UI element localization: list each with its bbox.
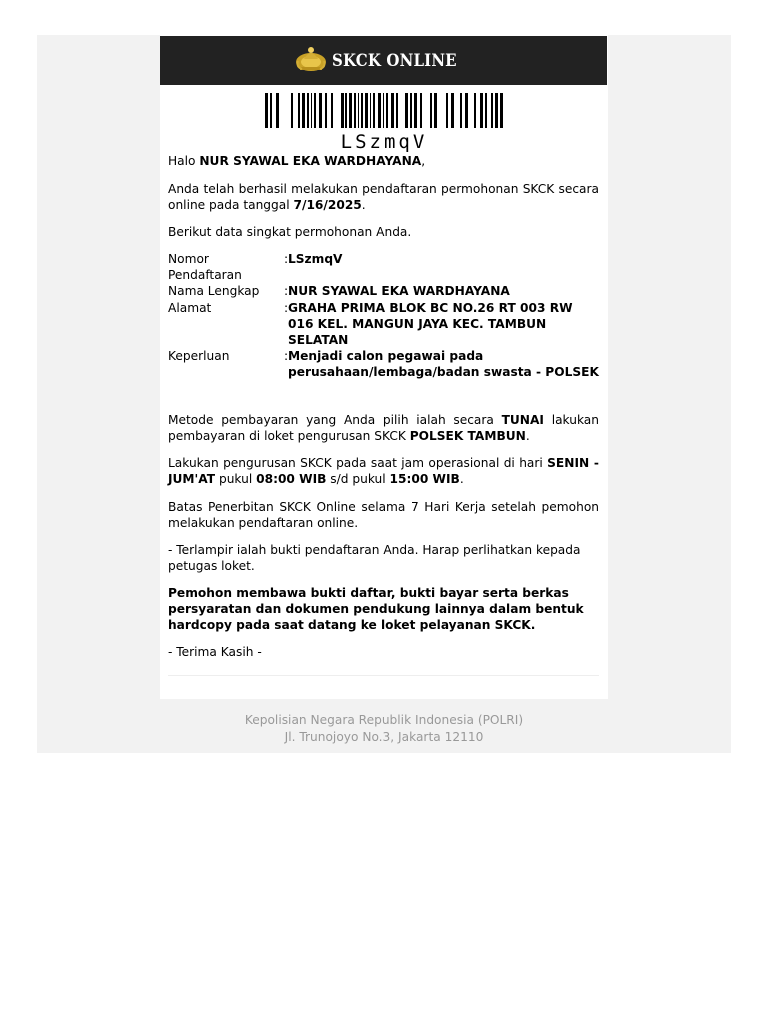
footer-address: Jl. Trunojoyo No.3, Jakarta 12110 (284, 729, 484, 744)
detail-row-address: Alamat : GRAHA PRIMA BLOK BC NO.26 RT 003 RW 016 KEL. MANGUN JAYA KEC. TAMBUN SELATAN (168, 300, 573, 348)
footer-org: Kepolisian Negara Republik Indonesia (POLRI) (244, 713, 524, 727)
greeting: Halo NUR SYAWAL EKA WARDHAYANA, (168, 154, 426, 168)
registration-details (168, 251, 599, 381)
police-emblem-icon (294, 45, 328, 77)
deadline-paragraph: Batas Penerbitan SKCK Online selama 7 Hari Kerja setelah pemohon melakukan pendaftaran online. (168, 500, 599, 531)
applicant-name: NUR SYAWAL EKA WARDHAYANA (199, 154, 422, 168)
bring-documents-note: Pemohon membawa bukti daftar, bukti bayar serta berkas persyaratan dan dokumen pendukung lainnya dalam bentuk hardcopy pada saat datang ke loket pelayanan SKCK. (168, 586, 584, 633)
email-card (160, 35, 608, 699)
closing-text: - Terima Kasih - (168, 645, 262, 659)
intro-paragraph: Anda telah berhasil melakukan pendaftaran permohonan SKCK secara online pada tanggal 7/16/2025. (168, 182, 599, 213)
detail-row-name: Nama Lengkap : NUR SYAWAL EKA WARDHAYANA (168, 284, 510, 299)
header-banner (160, 36, 607, 85)
registration-date: 7/16/2025 (293, 198, 362, 213)
hours-paragraph: Lakukan pengurusan SKCK pada saat jam operasional di hari SENIN - JUM'AT pukul 08:00 WIB s/d pukul 15:00 WIB. (168, 456, 599, 487)
email-background (37, 35, 731, 753)
detail-row-purpose: Keperluan : Menjadi calon pegawai pada perusahaan/lembaga/badan swasta - POLSEK (168, 349, 599, 380)
brand-logo (294, 45, 474, 77)
detail-row-number: Nomor Pendaftaran : LSzmqV (168, 252, 343, 283)
summary-intro: Berikut data singkat permohonan Anda. (168, 225, 412, 239)
footer (37, 712, 731, 745)
divider (168, 675, 599, 676)
attachment-note: - Terlampir ialah bukti pendaftaran Anda. Harap perlihatkan kepada petugas loket. (168, 543, 581, 574)
brand-name: SKCK ONLINE (331, 50, 457, 71)
registration-code: LSzmqV (340, 131, 428, 153)
payment-paragraph: Metode pembayaran yang Anda pilih ialah secara TUNAI lakukan pembayaran di loket pengurusan SKCK POLSEK TAMBUN. (168, 413, 599, 444)
registration-barcode (265, 93, 503, 128)
